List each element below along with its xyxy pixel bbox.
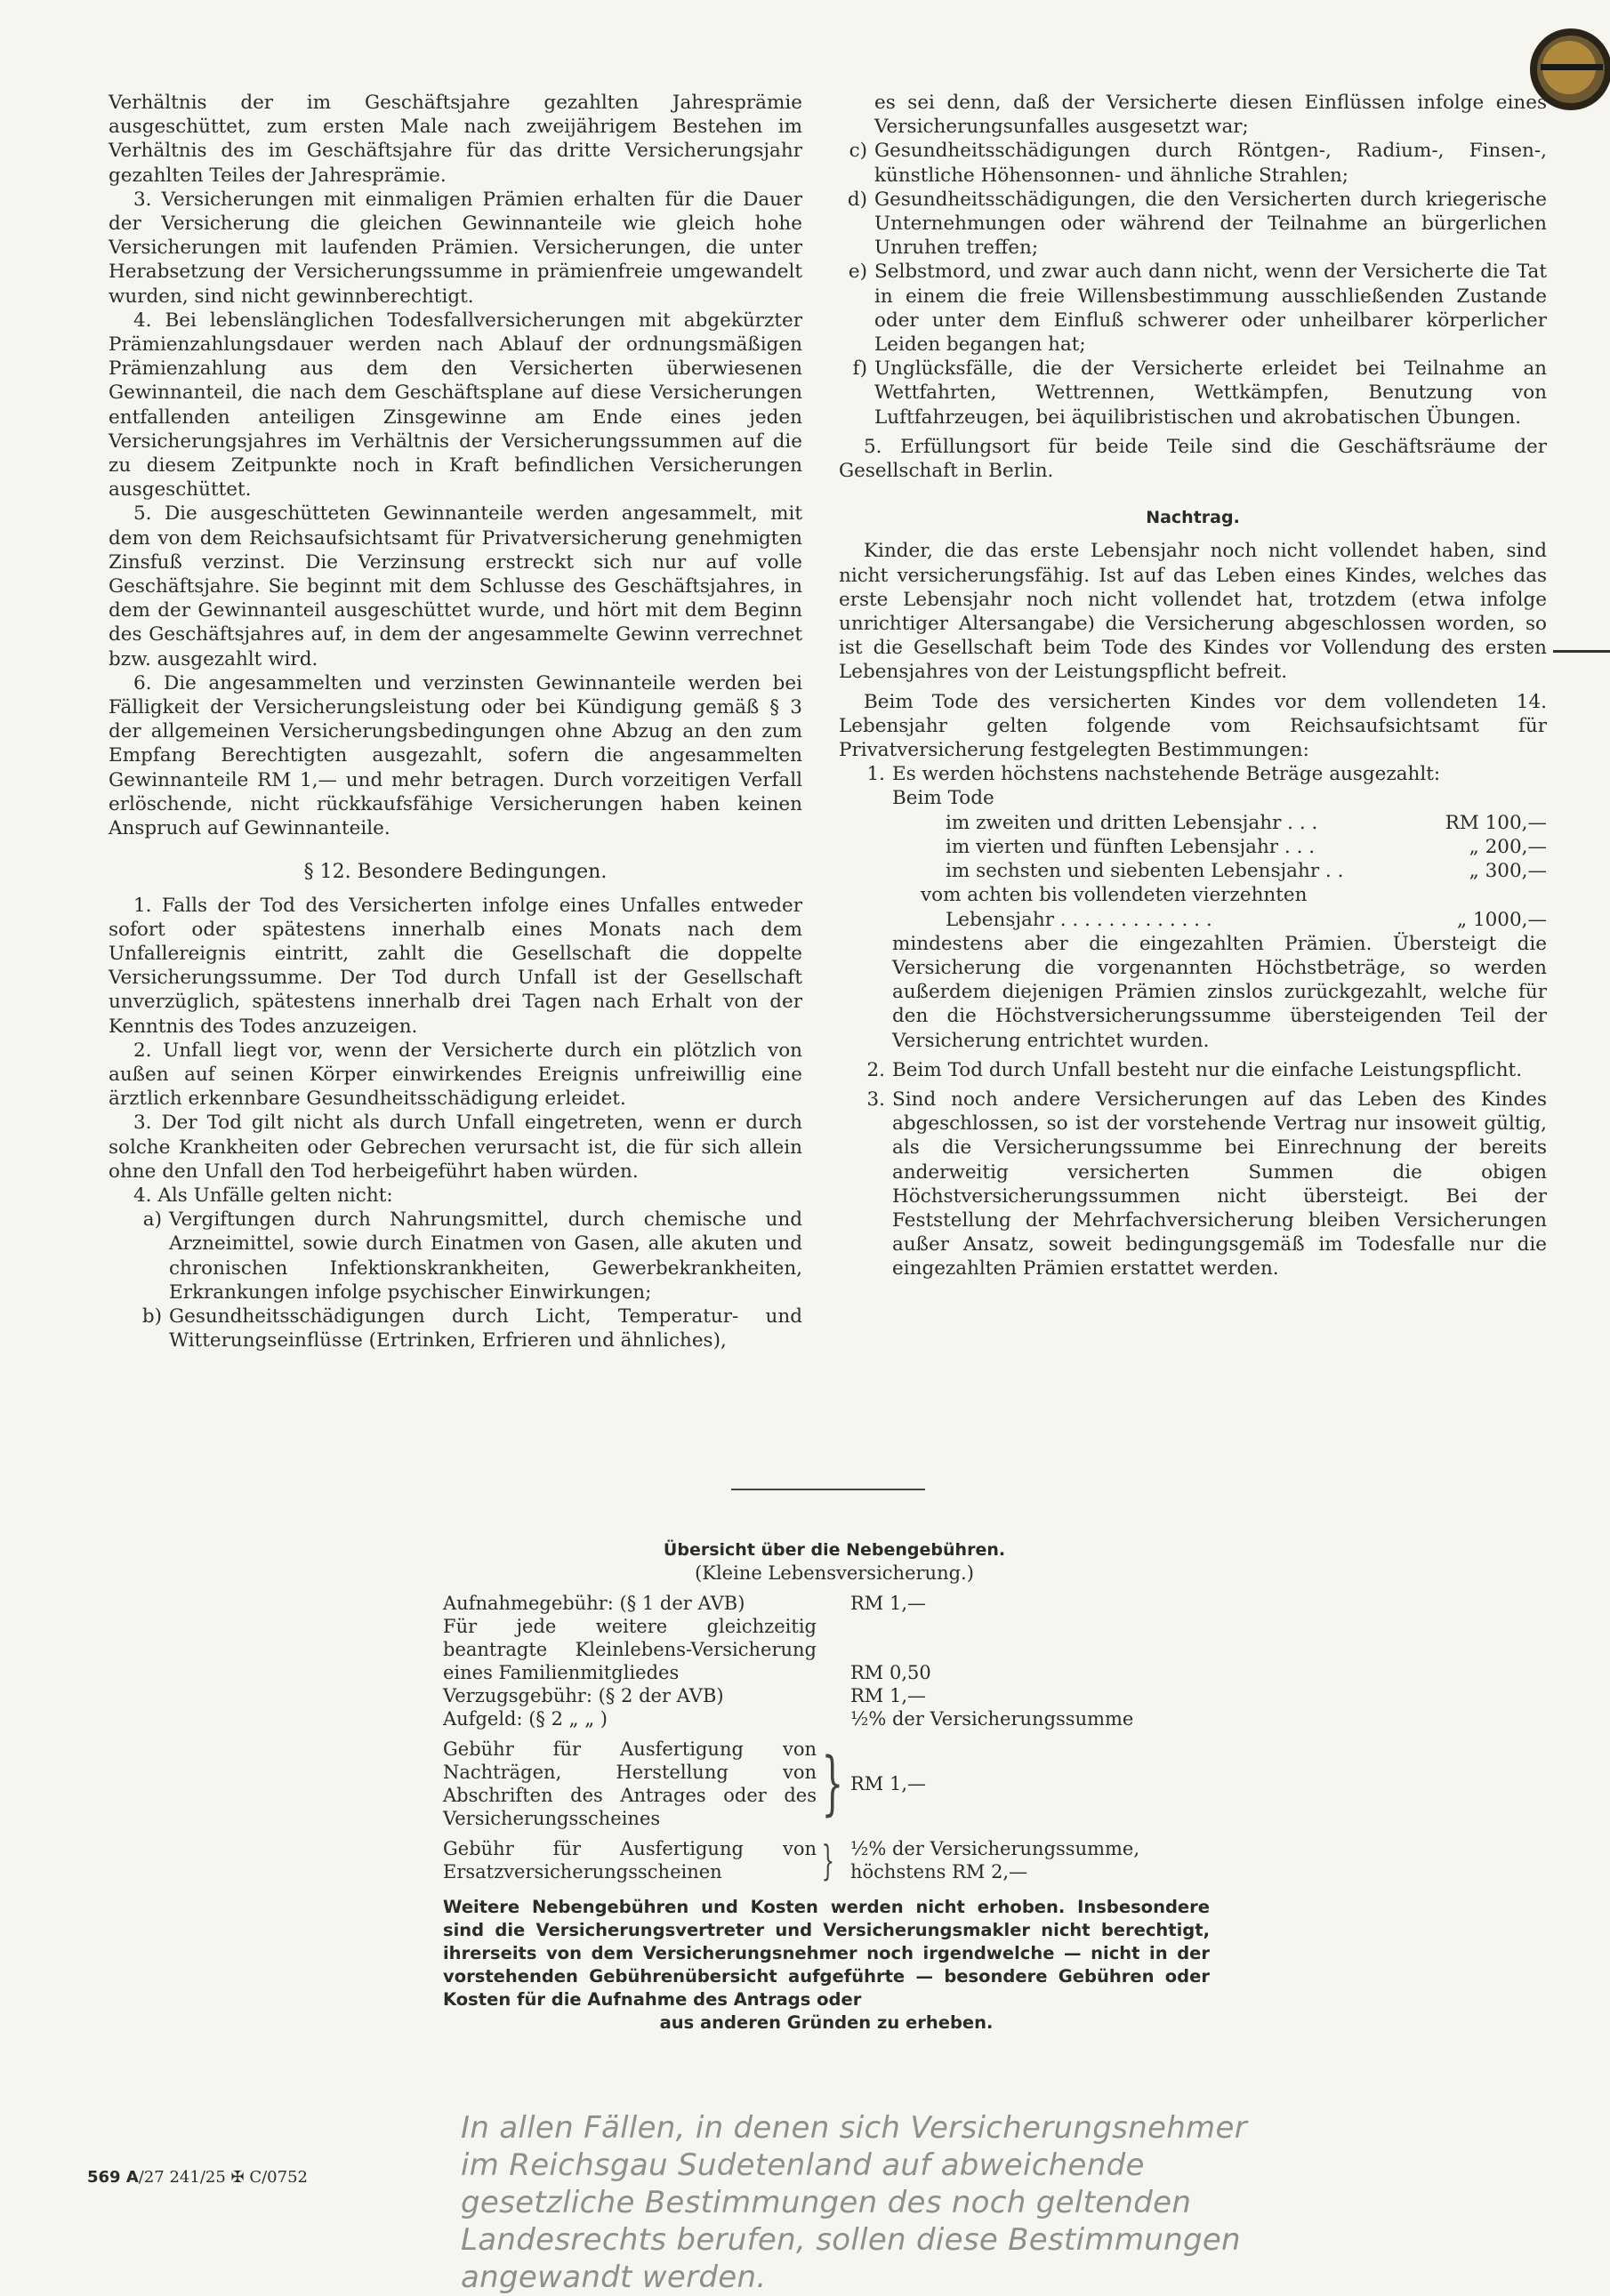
paragraph-6: 6. Die angesammelten und verzinsten Gewinnanteile werden bei Fälligkeit der Versicherungsleistung oder bei Kündigung gemäß § 3 der allgemeinen Versicherungsbedingungen ohne Abzug an den zum Empfang Berechtigten ausgezahlt, sofern die angesammelten Gewinnanteile RM 1,— und mehr betragen. Durch vorzeitigen Verfall erlöschende, nicht rückkaufsfähige Versicherungen haben keinen Anspruch auf Gewinnanteile. (109, 671, 802, 840)
list-item (839, 357, 1547, 429)
brace-icon: } (821, 1744, 844, 1824)
list-text: Gesundheitsschädigungen durch Licht, Temperatur- und Witterungseinflüsse (Ertrinken, Erfrieren und ähnliches), (169, 1305, 802, 1353)
divider (731, 1489, 925, 1490)
list-text: Unglücksfälle, die der Versicherte erleidet bei Teilnahme an Wettfahrten, Wettrennen, Wettkämpfen, Benutzung von Luftfahrzeugen, bei äquilibristischen und akrobatischen Übungen. (874, 357, 1547, 429)
fee-value: RM 1,— (850, 1593, 927, 1614)
fees-notice: Weitere Nebengebühren und Kosten werden nicht erhoben. Insbesondere sind die Versicherungsvertreter und Versicherungsmakler nicht berechtigt, ihrerseits von dem Versicherungsnehmer noch irgendwelche — nicht in der vorstehenden Gebührenübersicht aufgeführte — besondere Gebühren oder Kosten für die Aufnahme des Antrags oder aus anderen Gründen zu erheben. (443, 1897, 1210, 2033)
list-label: d) (847, 188, 867, 211)
edge-mark (1553, 650, 1610, 653)
list-label: 1. (866, 763, 885, 786)
left-column (109, 91, 802, 1353)
fee-block (443, 1837, 1226, 1883)
list-text: Beim Tod durch Unfall besteht nur die einfache Leistungspflicht. (892, 1058, 1523, 1081)
fee-value: RM 1,— (850, 1773, 927, 1794)
list-text: Selbstmord, und zwar auch dann nicht, wenn der Versicherte die Tat in einem die freie Willensbestimmung ausschließenden Zustande oder unter dem Einfluß schwerer oder unheilbarer körperlicher Leiden begangen hat; (874, 261, 1547, 357)
list-text: Es werden höchstens nachstehende Beträge ausgezahlt: (892, 763, 1441, 786)
intro-paragraph: Verhältnis der im Geschäftsjahre gezahlten Jahresprämie ausgeschüttet, zum ersten Male nach zweijährigem Bestehen im Verhältnis des im Geschäftsjahre für das dritte Versicherungsjahr gezahlten Teiles der Jahresprämie. (109, 92, 802, 187)
fee-label: Gebühr für Ausfertigung von Nachträgen, Herstellung von Abschriften des Antrages oder des Versicherungsscheines (443, 1738, 817, 1829)
nachtrag-title: Nachtrag. (1146, 508, 1240, 528)
nachtrag-paragraph-1: Kinder, die das erste Lebensjahr noch nicht vollendet haben, sind nicht versicherungsfähig. Ist auf das Leben eines Kindes, welches das erste Lebensjahr noch nicht vollendet hat, trotzdem (etwa infolge unrichtiger Altersangabe) die Versicherung abgeschlossen worden, so ist die Gesellschaft beim Tode des Kindes vor Vollendung des ersten Lebensjahres von der Leistungspflicht befreit. (839, 540, 1547, 684)
right-column (839, 91, 1547, 1281)
exclusion-list (133, 1208, 802, 1353)
exclusion-list-continued (839, 91, 1547, 429)
fee-row (443, 1707, 1226, 1730)
list-text: Gesundheitsschädigungen, die den Versicherten durch kriegerische Unternehmungen oder während der Teilnahme an bürgerlichen Unruhen treffen; (874, 188, 1547, 260)
fee-value: RM 1,— (850, 1685, 927, 1706)
fee-label: Für jede weitere gleichzeitig beantragte Kleinlebens-Versicherung eines Familienmitgliedes (443, 1616, 817, 1683)
list-label: a) (142, 1208, 162, 1232)
fee-row (443, 1592, 1226, 1615)
fee-label: Aufnahmegebühr: (§ 1 der AVB) (443, 1593, 745, 1614)
list-text: es sei denn, daß der Versicherte diesen Einflüssen infolge eines Versicherungsunfalles ausgesetzt war; (874, 92, 1547, 139)
list-item (133, 1305, 802, 1353)
paragraph-5: 5. Die ausgeschütteten Gewinnanteile werden angesammelt, mit dem von dem Reichsaufsichtsamt für Privatversicherung genehmigten Zinsfuß verzinst. Die Verzinsung erstreckt sich nur auf volle Geschäftsjahre. Sie beginnt mit dem Schlusse des Geschäftsjahres, in dem der Gewinnanteil ausgeschüttet wurde, und hört mit dem Beginn des Geschäftsjahres auf, in dem der angesammelte Gewinn verrechnet bzw. ausgezahlt wird. (109, 502, 802, 670)
list-label: c) (849, 140, 867, 163)
list-item (839, 188, 1547, 261)
section-12-paragraph-3: 3. Der Tod gilt nicht als durch Unfall eingetreten, wenn er durch solche Krankheiten oder Gebrechen verursacht ist, die für sich allein ohne den Unfall den Tod herbeigeführt haben würden. (109, 1112, 802, 1183)
fees-title: Übersicht über die Nebengebühren. (663, 1540, 1006, 1560)
fee-value: höchstens RM 2,— (850, 1861, 1028, 1883)
nachtrag-paragraph-2: Beim Tode des versicherten Kindes vor dem vollendeten 14. Lebensjahr gelten folgende vom Reichsaufsichtsamt für Privatversicherung festgelegten Bestimmungen: (839, 690, 1547, 762)
list-text: Gesundheitsschädigungen durch Röntgen-, Radium-, Finsen-, künstliche Höhensonnen- und ähnliche Strahlen; (874, 140, 1547, 187)
fee-block (443, 1738, 1226, 1830)
fee-label: Verzugsgebühr: (§ 2 der AVB) (443, 1685, 724, 1706)
amount-row: im sechsten und siebenten Lebensjahr . . „ 300,— (946, 860, 1547, 883)
stamp-text: In allen Fällen, in denen sich Versicherungsnehmer im Reichsgau Sudetenland auf abweichende gesetzliche Bestimmungen des noch geltenden Landesrechts berufen, sollen diese Bestimmungen angewandt werden. (461, 2110, 1247, 2295)
amount-row: im zweiten und dritten Lebensjahr . . . RM 100,— (946, 811, 1547, 834)
list-item (839, 1058, 1547, 1082)
list-item (839, 260, 1547, 357)
list-label: 2. (866, 1058, 885, 1081)
amount-row: vom achten bis vollendeten vierzehnten (921, 884, 1308, 907)
nachtrag-numbered-list (839, 762, 1547, 1280)
fee-value: ½% der Versicherungssumme, (850, 1838, 1140, 1859)
list-label: 3. (866, 1088, 885, 1111)
list-label: e) (848, 261, 867, 284)
list-text: Sind noch andere Versicherungen auf das Leben des Kindes abgeschlossen, so ist der vorstehende Vertrag nur insoweit gültig, als die Versicherungssumme bei Einrechnung der bereits anderweitig versicherten Summen die obigen Höchstversicherungssummen nicht übersteigt. Bei der Feststellung der Mehrfachversicherung bleiben Versicherungen außer Ansatz, soweit bedingungsgemäß im Todesfalle nur die eingezahlten Prämien erstattet werden. (892, 1088, 1547, 1280)
fees-subtitle: (Kleine Lebensversicherung.) (695, 1562, 974, 1584)
section-12-paragraph-5: 5. Erfüllungsort für beide Teile sind die Geschäftsräume der Gesellschaft in Berlin. (839, 435, 1547, 483)
list-text: Vergiftungen durch Nahrungsmittel, durch chemische und Arzneimittel, sowie durch Einatmen von Gasen, alle akuten und chronischen Infektionskrankheiten, Gewerbekrankheiten, Erkrankungen infolge psychischer Einwirkungen; (169, 1208, 802, 1304)
section-12-paragraph-2: 2. Unfall liegt vor, wenn der Versicherte durch ein plötzlich von außen auf seinen Körper einwirkendes Ereignis unfreiwillig eine ärztlich erkennbare Gesundheitsschädigung erleidet. (109, 1039, 802, 1111)
paragraph-4: 4. Bei lebenslänglichen Todesfallversicherungen mit abgekürzter Prämienzahlungsdauer werden nach Ablauf der ordnungsmäßigen Prämienzahlung aus dem den Versicherten überwiesenen Gewinnanteil, die nach dem Geschäftsplane auf diese Versicherungen entfallenden anteiligen Zinsgewinne am Ende eines jeden Versicherungsjahres im Verhältnis der Versicherungssummen auf die zu diesem Zeitpunkte noch in Kraft befindlichen Versicherungen ausgeschüttet. (109, 309, 802, 502)
list-item (839, 1088, 1547, 1281)
list-item (839, 91, 1547, 139)
fee-row (443, 1615, 1226, 1684)
amount-row: im vierten und fünften Lebensjahr . . . „ 200,— (946, 835, 1547, 858)
list-label: b) (141, 1305, 162, 1328)
fee-row (443, 1684, 1226, 1707)
fee-value: ½% der Versicherungssumme (850, 1708, 1134, 1730)
list-text: mindestens aber die eingezahlten Prämien. Übersteigt die Versicherung die vorgenannten Höchstbeträge, so werden außerdem diejenigen Prämien zinslos zurückgezahlt, welche für den die Höchstversicherungssumme übersteigenden Teil der Versicherung entrichtet wurden. (892, 932, 1547, 1052)
fee-label: Gebühr für Ausfertigung von Ersatzversicherungsscheinen (443, 1838, 817, 1883)
amount-table (921, 811, 1547, 932)
section-12-paragraph-1: 1. Falls der Tod des Versicherten infolge eines Unfalles entweder sofort oder spätestens innerhalb eines Monats nach dem Unfallereignis eintritt, zahlt die Gesellschaft die doppelte Versicherungssumme. Der Tod durch Unfall ist der Gesellschaft unverzüglich, spätestens innerhalb drei Tagen nach Erhalt von der Kenntnis des Todes anzuzeigen. (109, 894, 802, 1038)
list-item (839, 139, 1547, 187)
fee-value: RM 0,50 (850, 1662, 931, 1683)
paragraph-3: 3. Versicherungen mit einmaligen Prämien erhalten für die Dauer der Versicherung die gleichen Gewinnanteile wie gleich hohe Versicherungen mit laufenden Prämien. Versicherungen, die unter Herabsetzung der Versicherungssumme in prämienfreie umgewandelt wurden, sind nicht gewinnberechtigt. (109, 188, 802, 308)
list-item (839, 762, 1547, 1052)
list-text: Beim Tode (892, 787, 994, 810)
brace-icon: } (821, 1836, 835, 1884)
fee-label: Aufgeld: (§ 2 „ „ ) (443, 1708, 608, 1730)
section-12-paragraph-4: 4. Als Unfälle gelten nicht: (133, 1184, 393, 1207)
fees-overview (443, 1538, 1226, 2035)
list-item (133, 1208, 802, 1305)
amount-row: Lebensjahr . . . . . . . . . . . . . „ 1000,— (946, 908, 1547, 931)
form-code: 569 A/27 241/25 ✠ C/0752 (87, 2168, 308, 2187)
section-12-title: § 12. Besondere Bedingungen. (303, 861, 608, 884)
list-label: f) (852, 357, 867, 381)
